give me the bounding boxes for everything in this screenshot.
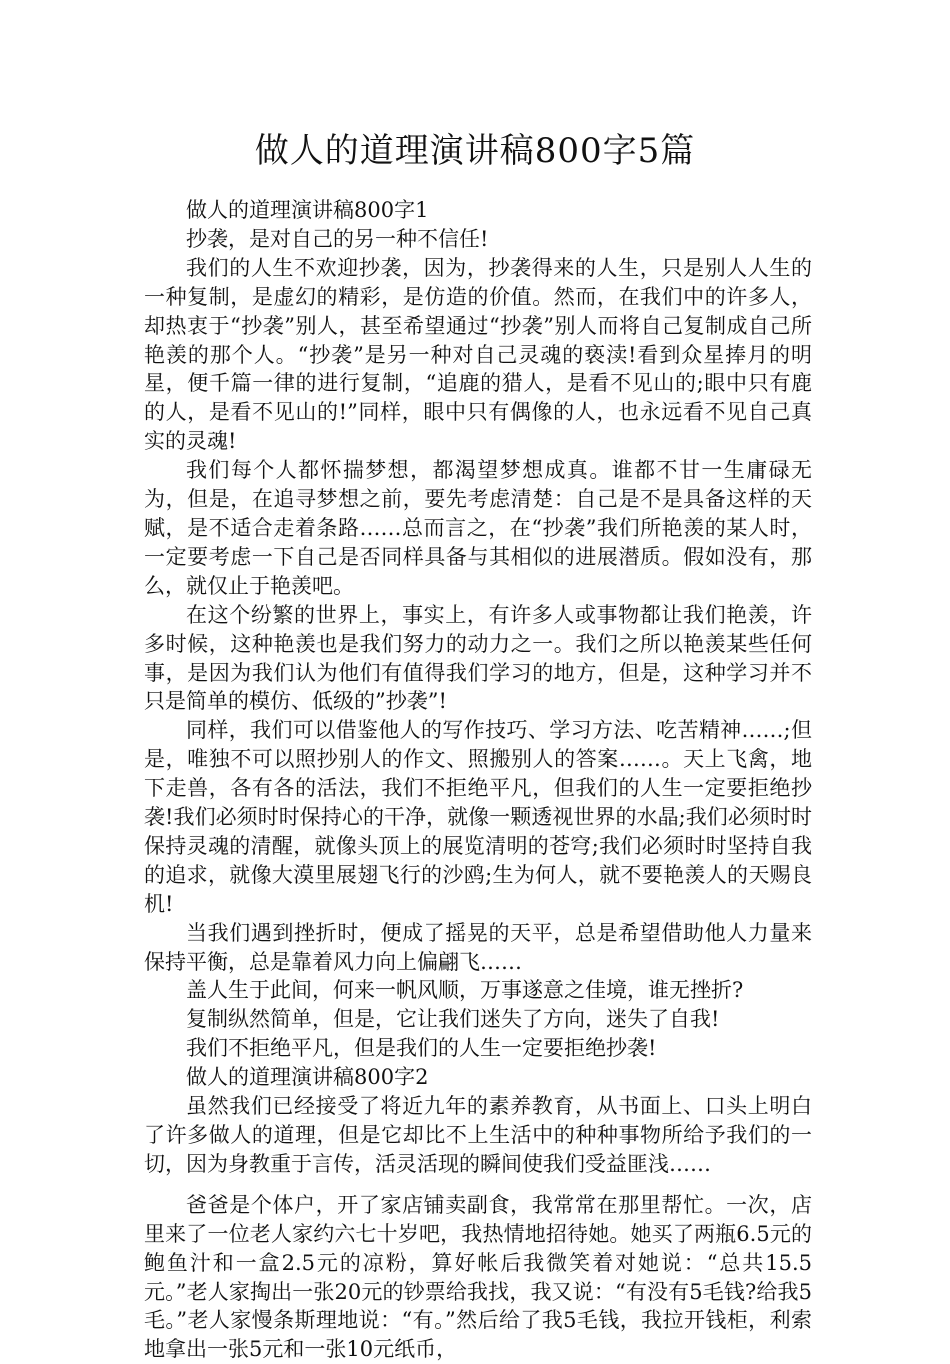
paragraph: 抄袭，是对自己的另一种不信任! [186, 226, 489, 251]
document-body [144, 196, 812, 1364]
paragraph: 虽然我们已经接受了将近九年的素养教育，从书面上、口头上明白了许多做人的道理，但是它却比不上生活中的种种事物所给予我们的一切，因为身教重于言传，活灵活现的瞬间使我们受益匪浅…… [144, 1094, 812, 1176]
paragraph: 我们不拒绝平凡，但是我们的人生一定要拒绝抄袭! [186, 1036, 657, 1061]
paragraph: 在这个纷繁的世界上，事实上，有许多人或事物都让我们艳羡，许多时候，这种艳羡也是我们努力的动力之一。我们之所以艳羡某些任何事，是因为我们认为他们有值得我们学习的地方，但是，这种学习并不只是简单的模仿、低级的”抄袭”! [144, 602, 812, 714]
paragraph: 我们每个人都怀揣梦想，都渴望梦想成真。谁都不甘一生庸碌无为，但是，在追寻梦想之前，要先考虑清楚：自己是不是具备这样的天赋，是不适合走着条路……总而言之，在“抄袭”我们所艳羡的某人时，一定要考虑一下自己是否同样具备与其相似的进展潜质。假如没有，那么，就仅止于艳羡吧。 [144, 458, 812, 598]
paragraph: 当我们遇到挫折时，便成了摇晃的天平，总是希望借助他人力量来保持平衡，总是靠着风力向上偏翩飞…… [144, 920, 812, 974]
paragraph: 爸爸是个体户，开了家店铺卖副食，我常常在那里帮忙。一次，店里来了一位老人家约六七十岁吧，我热情地招待她。她买了两瓶6.5元的鲍鱼汁和一盒2.5元的凉粉，算好帐后我微笑着对她说：“总共15.5元。”老人家掏出一张20元的钞票给我找，我又说：“有没有5毛钱?给我5毛。”老人家慢条斯理地说：“有。”然后给了我5毛钱，我拉开钱柜，利索地拿出一张5元和一张10元纸币， [144, 1192, 812, 1362]
paragraph: 盖人生于此间，何来一帆风顺，万事遂意之佳境，谁无挫折? [186, 978, 744, 1003]
section-heading-1: 做人的道理演讲稿800字1 [186, 198, 429, 222]
section-heading-2: 做人的道理演讲稿800字2 [186, 1065, 429, 1090]
paragraph: 我们的人生不欢迎抄袭，因为，抄袭得来的人生，只是别人人生的一种复制，是虚幻的精彩，是仿造的价值。然而，在我们中的许多人，却热衷于“抄袭”别人，甚至希望通过“抄袭”别人而将自己复制成自己所艳羡的那个人。“抄袭”是另一种对自己灵魂的亵渎!看到众星捧月的明星，便千篇一律的进行复制，“追鹿的猎人，是看不见山的;眼中只有鹿的人，是看不见山的!”同样，眼中只有偶像的人，也永远看不见自己真实的灵魂! [144, 255, 812, 454]
paragraph: 复制纵然简单，但是，它让我们迷失了方向，迷失了自我! [186, 1007, 720, 1032]
document-title: 做人的道理演讲稿800字5篇 [254, 131, 696, 171]
paragraph: 同样，我们可以借鉴他人的写作技巧、学习方法、吃苦精神……;但是，唯独不可以照抄别人的作文、照搬别人的答案……。天上飞禽，地下走兽，各有各的活法，我们不拒绝平凡，但我们的人生一定要拒绝抄袭!我们必须时时保持心的干净，就像一颗透视世界的水晶;我们必须时时保持灵魂的清醒，就像头顶上的展览清明的苍穹;我们必须时时坚持自我的追求，就像大漠里展翅飞行的沙鸥;生为何人，就不要艳羡人的天赐良机! [144, 718, 812, 916]
